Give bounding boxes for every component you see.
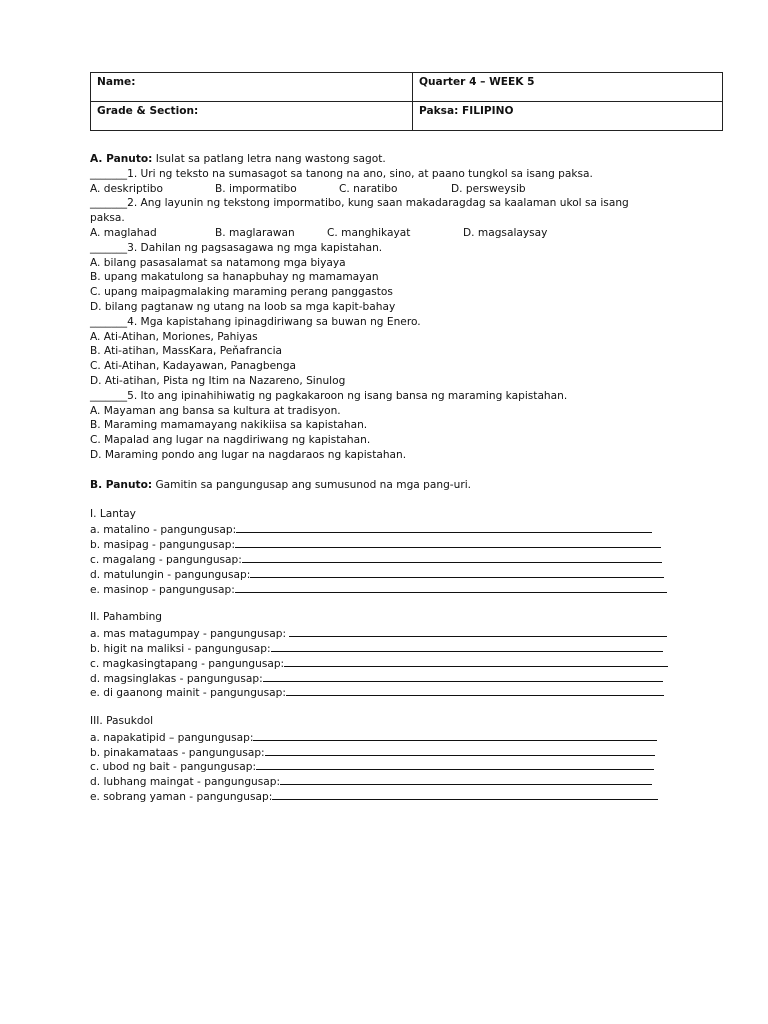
header-table [90, 72, 723, 131]
choice: A. Ati-Atihan, Moriones, Pahiyas [90, 330, 258, 343]
part-a-instruction [90, 152, 690, 167]
choice: D. magsalaysay [463, 226, 548, 239]
item-label: a. matalino - pangungusap: [90, 524, 237, 537]
lantay-title: I. Lantay [90, 507, 136, 520]
answer-blank[interactable] [235, 536, 661, 548]
sentence-item [90, 625, 690, 640]
choice: C. manghikayat [327, 226, 411, 239]
choice: B. impormatibo [215, 182, 297, 195]
part-b-instruction [90, 478, 690, 493]
answer-blank[interactable] [289, 625, 667, 637]
sentence-item [90, 670, 690, 685]
sentence-item [90, 521, 690, 536]
item-label: e. sobrang yaman - pangungusap: [90, 791, 273, 804]
answer-blank[interactable] [263, 670, 663, 682]
item-label: d. lubhang maingat - pangungusap: [90, 776, 281, 789]
choice: A. maglahad [90, 226, 157, 239]
sentence-item [90, 773, 690, 788]
question-3: _______3. Dahilan ng pagsasagawa ng mga kapistahan. [90, 241, 383, 254]
question-1: _______1. Uri ng teksto na sumasagot sa tanong na ano, sino, at paano tungkol sa isang paksa. [90, 167, 593, 180]
choice: D. bilang pagtanaw ng utang na loob sa mga kapit-bahay [90, 300, 396, 313]
sentence-item [90, 640, 690, 655]
sentence-item [90, 581, 690, 596]
spacer [90, 493, 690, 507]
spacer [90, 463, 690, 478]
answer-blank[interactable] [271, 640, 663, 652]
choice: B. maglarawan [215, 226, 295, 239]
item-label: c. ubod ng bait - pangungusap: [90, 761, 257, 774]
pahambing-title: II. Pahambing [90, 611, 163, 624]
choice: D. Ati-atihan, Pista ng Itim na Nazareno, Sinulog [90, 374, 346, 387]
sentence-item [90, 788, 690, 803]
choice: C. Ati-Atihan, Kadayawan, Panagbenga [90, 360, 297, 373]
choice: D. persweysib [451, 182, 526, 195]
pasukdol-title: III. Pasukdol [90, 715, 154, 728]
grade-section-label: Grade & Section: [97, 105, 199, 117]
question-1-choices [90, 182, 690, 197]
item-label: b. higit na maliksi - pangungusap: [90, 642, 271, 655]
answer-blank[interactable] [253, 729, 657, 741]
grade-section-cell[interactable] [91, 102, 413, 131]
item-label: b. masipag - pangungusap: [90, 539, 236, 552]
spacer [90, 699, 690, 714]
question-4: _______4. Mga kapistahang ipinagdiriwang sa buwan ng Enero. [90, 315, 421, 328]
part-a-instruction-text: Isulat sa patlang letra nang wastong sagot. [152, 153, 386, 165]
choice: B. Maraming mamamayang nakikiisa sa kapistahan. [90, 419, 368, 432]
answer-blank[interactable] [286, 684, 664, 696]
item-label: a. napakatipid – pangungusap: [90, 731, 254, 744]
answer-blank[interactable] [272, 788, 658, 800]
choice: D. Maraming pondo ang lugar na nagdaraos ng kapistahan. [90, 448, 407, 461]
answer-blank[interactable] [235, 581, 667, 593]
item-label: d. matulungin - pangungusap: [90, 568, 251, 581]
item-label: b. pinakamataas - pangungusap: [90, 746, 265, 759]
sentence-item [90, 655, 690, 670]
item-label: c. magalang - pangungusap: [90, 553, 242, 566]
answer-blank[interactable] [280, 773, 652, 785]
item-label: d. magsinglakas - pangungusap: [90, 672, 263, 685]
item-label: e. masinop - pangungusap: [90, 583, 235, 596]
choice: C. upang maipagmalaking maraming perang panggastos [90, 286, 393, 299]
choice: C. Mapalad ang lugar na nagdiriwang ng kapistahan. [90, 434, 371, 447]
item-label: a. mas matagumpay - pangungusap: [90, 628, 290, 641]
choice: A. deskriptibo [90, 182, 164, 195]
answer-blank[interactable] [236, 521, 652, 533]
sentence-item [90, 729, 690, 744]
sentence-item [90, 536, 690, 551]
part-b-instruction-text: Gamitin sa pangungusap ang sumusunod na mga pang-uri. [152, 478, 472, 491]
sentence-item [90, 566, 690, 581]
question-5: _______5. Ito ang ipinahihiwatig ng pagkakaroon ng isang bansa ng maraming kapistahan. [90, 389, 568, 402]
choice: A. Mayaman ang bansa sa kultura at tradisyon. [90, 404, 341, 417]
answer-blank[interactable] [284, 655, 668, 667]
answer-blank[interactable] [256, 758, 654, 770]
choice: C. naratibo [339, 182, 398, 195]
choice: B. Ati-atihan, MassKara, Peňafrancia [90, 345, 283, 358]
quarter-label: Quarter 4 – WEEK 5 [419, 76, 535, 88]
sentence-item [90, 744, 690, 759]
answer-blank[interactable] [265, 744, 655, 756]
sentence-item [90, 758, 690, 773]
answer-blank[interactable] [250, 566, 664, 578]
worksheet-content [90, 152, 690, 803]
spacer [90, 595, 690, 610]
paksa-label: Paksa: FILIPINO [419, 105, 514, 117]
item-label: c. magkasingtapang - pangungusap: [90, 657, 285, 670]
part-b-label: B. Panuto: [90, 478, 153, 491]
sentence-item [90, 551, 690, 566]
choice: A. bilang pasasalamat sa natamong mga biyaya [90, 256, 346, 269]
question-2-choices [90, 226, 690, 241]
item-label: e. di gaanong mainit - pangungusap: [90, 687, 286, 700]
answer-blank[interactable] [242, 551, 662, 563]
question-2: _______2. Ang layunin ng tekstong impormatibo, kung saan makadaragdag sa kaalaman ukol sa isang paksa. [90, 197, 629, 225]
quarter-cell [413, 73, 723, 102]
name-label: Name: [97, 76, 136, 88]
choice: B. upang makatulong sa hanapbuhay ng mamamayan [90, 271, 379, 284]
part-a-label: A. Panuto: [90, 153, 153, 165]
paksa-cell [413, 102, 723, 131]
name-cell[interactable] [91, 73, 413, 102]
sentence-item [90, 684, 690, 699]
